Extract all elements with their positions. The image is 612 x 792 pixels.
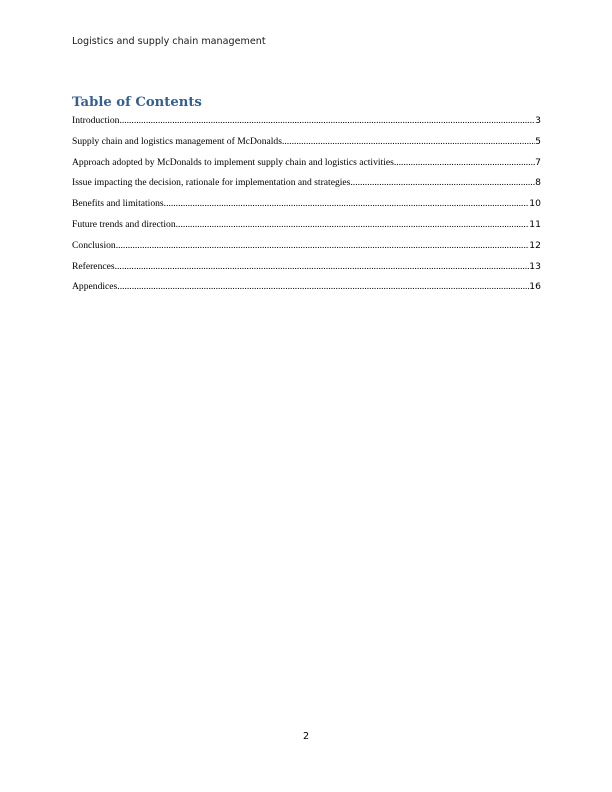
toc-dot-leader: [164, 197, 530, 211]
toc-entry-label: Approach adopted by McDonalds to implement supply chain and logistics activities: [72, 156, 394, 168]
toc-entry-introduction[interactable]: [72, 114, 541, 135]
toc-entry-label: Introduction: [72, 115, 120, 126]
toc-entry-page: 11: [529, 218, 541, 230]
page-header: Logistics and supply chain management: [72, 36, 266, 47]
toc-entry-page: 3: [535, 115, 541, 126]
toc-entry-conclusion[interactable]: [72, 239, 541, 260]
toc-dot-leader: [115, 260, 530, 274]
table-of-contents: [72, 114, 541, 301]
toc-entry-label: Supply chain and logistics management of McDonalds: [72, 135, 282, 147]
toc-dot-leader: [116, 239, 530, 253]
toc-entry-benefits[interactable]: [72, 197, 541, 218]
toc-entry-label: Future trends and direction: [72, 218, 176, 230]
toc-entry-page: 12: [529, 239, 541, 251]
toc-entry-label: References: [72, 260, 115, 272]
toc-entry-label: Conclusion: [72, 239, 116, 251]
toc-dot-leader: [117, 280, 529, 294]
toc-entry-supply-chain-logistics[interactable]: [72, 135, 541, 156]
toc-dot-leader: [350, 176, 535, 190]
toc-entry-appendices[interactable]: [72, 280, 541, 301]
toc-dot-leader: [176, 218, 530, 232]
toc-entry-page: 8: [535, 177, 541, 189]
toc-entry-future-trends[interactable]: [72, 218, 541, 239]
toc-entry-issues[interactable]: [72, 176, 541, 197]
toc-title: Table of Contents: [72, 95, 202, 110]
toc-entry-label: Issue impacting the decision, rationale for implementation and strategies: [72, 177, 351, 189]
toc-entry-label: Appendices: [72, 281, 118, 293]
toc-entry-page: 5: [535, 135, 541, 147]
toc-entry-page: 10: [529, 198, 541, 210]
toc-entry-page: 7: [535, 156, 541, 168]
toc-entry-label: Benefits and limitations: [72, 198, 164, 210]
toc-dot-leader: [394, 156, 535, 170]
page-number: 2: [302, 731, 310, 742]
toc-entry-references[interactable]: [72, 260, 541, 281]
toc-dot-leader: [119, 114, 535, 128]
toc-dot-leader: [282, 135, 535, 149]
toc-entry-approach[interactable]: [72, 156, 541, 177]
toc-entry-page: 16: [529, 281, 541, 293]
toc-entry-page: 13: [529, 260, 541, 272]
